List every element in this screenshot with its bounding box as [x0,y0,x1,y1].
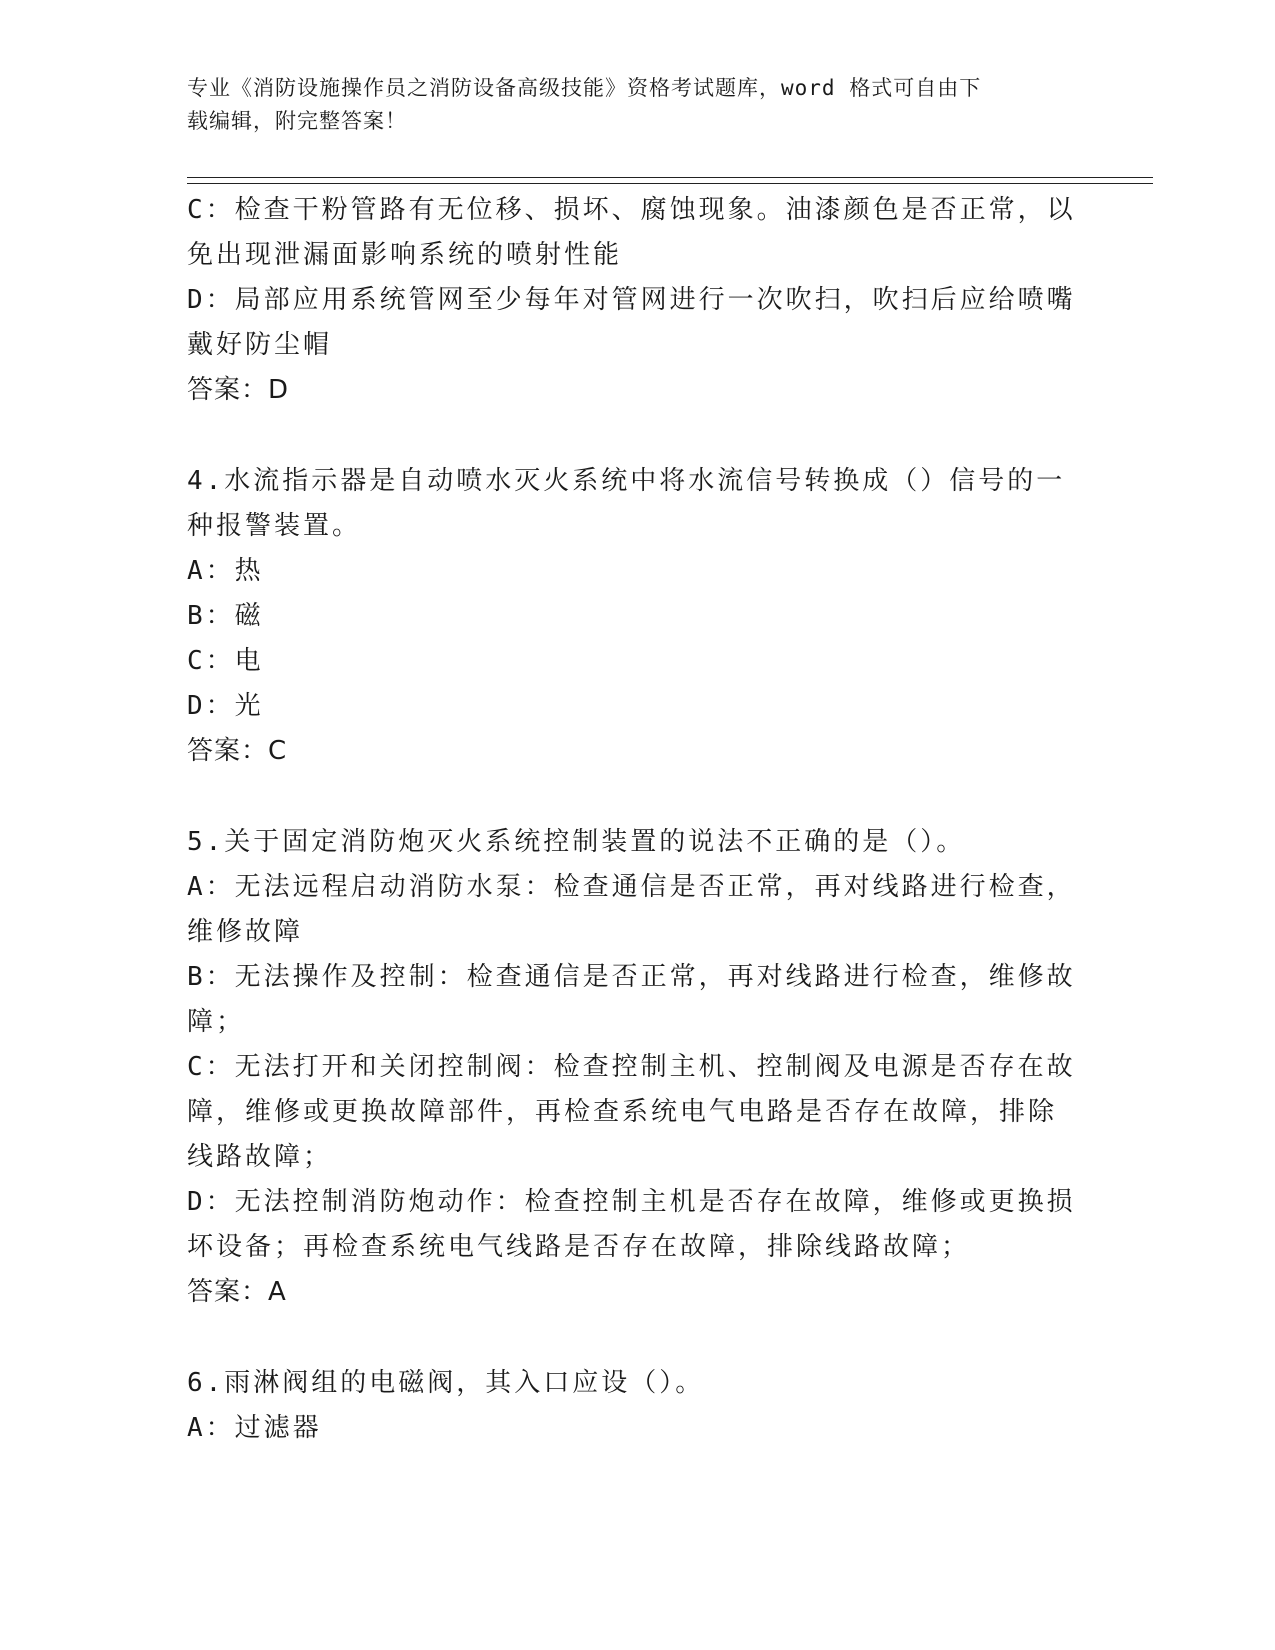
question-6 [187,1361,1087,1451]
spacer [187,1315,1087,1361]
q4-stem-line-2: 种报警装置。 [187,511,362,541]
q3-option-c-line-2: 免出现泄漏面影响系统的喷射性能 [187,240,623,270]
q5-option-b-line-2: 障； [187,1007,246,1037]
q5-option-a-line-2: 维修故障 [187,917,304,947]
header-line-1: 专业《消防设施操作员之消防设备高级技能》资格考试题库，word 格式可自由下 [187,76,982,100]
q4-stem-line-1: 4.水流指示器是自动喷水灭火系统中将水流信号转换成（）信号的一 [187,466,1066,496]
header-divider-bottom [187,183,1153,184]
q4-option-a: A：热 [187,556,264,586]
q4-option-b: B：磁 [187,601,264,631]
header-line-2: 载编辑，附完整答案！ [187,109,407,133]
q3-answer: 答案：D [187,375,290,405]
q5-answer: 答案：A [187,1277,287,1307]
q4-option-d: D：光 [187,691,264,721]
q4-option-c: C：电 [187,646,264,676]
q6-stem-line-1: 6.雨淋阀组的电磁阀，其入口应设（）。 [187,1368,705,1398]
q5-option-b-line-1: B：无法操作及控制：检查通信是否正常，再对线路进行检查，维修故 [187,962,1076,992]
header-divider-top [187,177,1153,178]
q4-answer: 答案：C [187,736,288,766]
q5-option-d-line-2: 坏设备；再检查系统电气线路是否存在故障，排除线路故障； [187,1232,971,1262]
q5-option-a-line-1: A：无法远程启动消防水泵：检查通信是否正常，再对线路进行检查， [187,872,1076,902]
q5-option-d-line-1: D：无法控制消防炮动作：检查控制主机是否存在故障，维修或更换损 [187,1187,1076,1217]
q3-option-c-line-1: C：检查干粉管路有无位移、损坏、腐蚀现象。油漆颜色是否正常，以 [187,195,1076,225]
q5-option-c-line-3: 线路故障； [187,1142,333,1172]
spacer [187,774,1087,820]
q5-option-c-line-2: 障，维修或更换故障部件，再检查系统电气电路是否存在故障，排除 [187,1097,1058,1127]
question-5 [187,820,1087,1315]
question-3-continued [187,188,1087,413]
document-header [187,72,1067,138]
q3-option-d-line-1: D：局部应用系统管网至少每年对管网进行一次吹扫，吹扫后应给喷嘴 [187,285,1076,315]
q5-stem-line-1: 5.关于固定消防炮灭火系统控制装置的说法不正确的是（）。 [187,827,966,857]
question-4 [187,459,1087,774]
spacer [187,413,1087,459]
document-body [187,188,1087,1451]
q5-option-c-line-1: C：无法打开和关闭控制阀：检查控制主机、控制阀及电源是否存在故 [187,1052,1076,1082]
q3-option-d-line-2: 戴好防尘帽 [187,330,333,360]
q6-option-a: A：过滤器 [187,1413,322,1443]
